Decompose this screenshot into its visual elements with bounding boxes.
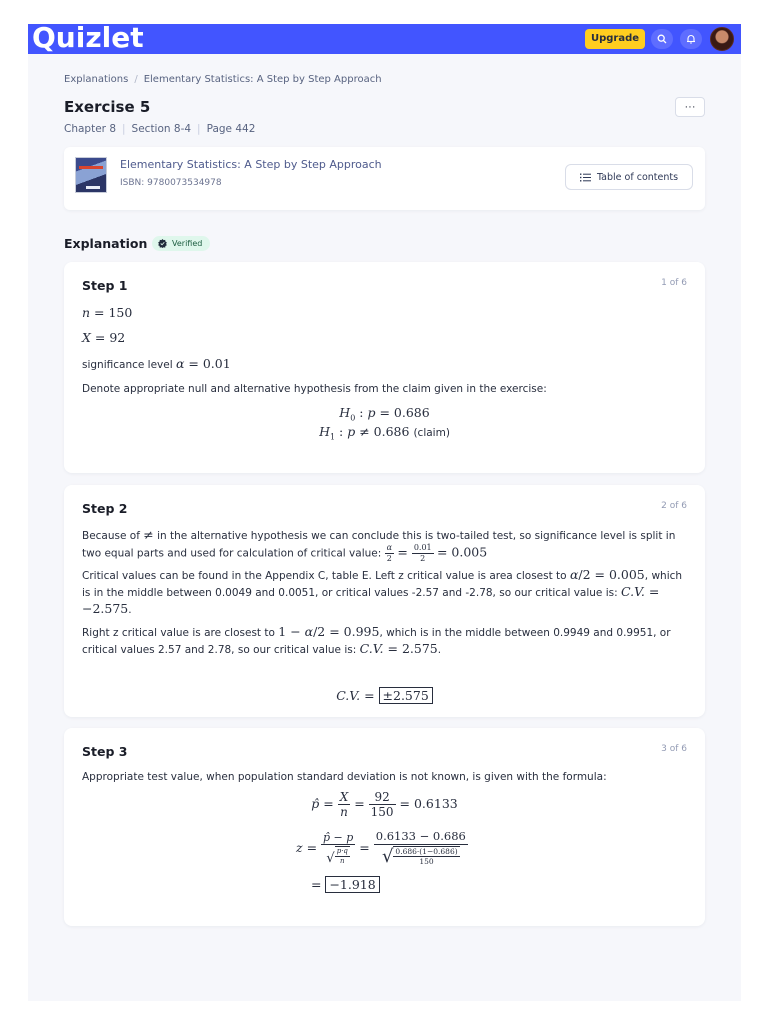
null-hypothesis: $H_0$ : p = 0.686 xyxy=(339,405,430,423)
step2-p3-text-b: which is in the middle between 0.9949 and 0.9951, or critical values 2.57 and 2.78, so our critical value is: xyxy=(82,627,671,656)
breadcrumb-separator: / xyxy=(134,74,138,85)
upgrade-button[interactable]: Upgrade xyxy=(585,29,645,49)
h1-value: 0.686 xyxy=(373,424,410,439)
step2-p2-text-b: which is in the middle between 0.0049 and 0.0051, or critical values -2.57 and -2.78, so our critical value is: xyxy=(82,570,683,599)
alpha-over-2: $\frac{\alpha}{2}$ xyxy=(386,543,393,563)
boxed-z-value: −1.918 xyxy=(325,876,379,893)
h0-value: 0.686 xyxy=(393,405,430,420)
verified-check-icon xyxy=(158,239,167,248)
claim-label: (claim) xyxy=(413,427,450,439)
user-avatar[interactable] xyxy=(710,27,734,51)
textbook-card[interactable] xyxy=(64,147,705,210)
breadcrumb xyxy=(64,74,382,85)
explanation-heading: Explanation xyxy=(64,236,148,251)
p-hat-formula: p̂ = $\frac{X}{n}$ = $\frac{92}{150}$ = 0.6133 xyxy=(311,790,458,819)
z-inner-denominator: 150 xyxy=(419,857,434,866)
page-title: Exercise 5 xyxy=(64,98,151,116)
breadcrumb-explanations-link[interactable]: Explanations xyxy=(64,74,129,85)
split-alpha-value: 0.005 xyxy=(451,544,488,560)
book-title[interactable]: Elementary Statistics: A Step by Step Approach xyxy=(120,158,382,171)
book-isbn: ISBN: 9780073534978 xyxy=(120,178,222,188)
alternative-hypothesis: $H_1$ : p ≠ 0.686 (claim) xyxy=(319,424,450,442)
step-title: Step 2 xyxy=(82,501,128,516)
more-options-button[interactable]: ··· xyxy=(675,97,705,117)
step2-paragraph-3: Right z critical value is are closest to 1 − α/2 = 0.995, which is in the middle between 0.9949 and 0.9951, or critical values 2.57 and 2.78, so our critical value is: C.V. = 2.575. xyxy=(82,624,671,656)
step1-n-line: n = 150 xyxy=(82,305,133,320)
step1-intro-text: Denote appropriate null and alternative hypothesis from the claim given in the exercise: xyxy=(82,383,547,395)
step-counter: 1 of 6 xyxy=(661,278,687,288)
exercise-location: Chapter 8 | Section 8-4 | Page 442 xyxy=(64,123,256,135)
step2-p1-text-a: Because of xyxy=(82,530,140,542)
step1-alpha-line: significance level α = 0.01 xyxy=(82,356,231,371)
step-counter: 3 of 6 xyxy=(661,744,687,754)
critical-value-result: C.V. = ±2.575 xyxy=(64,688,705,703)
step2-p1-text-b: in the alternative hypothesis we can conclude this is two-tailed test, so significance level is split in two equal parts and used for calculation of critical value: xyxy=(82,530,676,560)
list-icon xyxy=(580,173,591,182)
top-navigation-bar xyxy=(28,21,741,54)
step2-paragraph-2: Critical values can be found in the Appendix C, table E. Left z critical value is area closest to α/2 = 0.005, which is in the middle between 0.0049 and 0.0051, or critical values -2.57 and -2.78, so our critical value is: C.V. = −2.575. xyxy=(82,567,683,616)
book-cover-image[interactable] xyxy=(75,157,107,193)
left-cv-value: −2.575 xyxy=(82,601,129,616)
app-window xyxy=(28,21,741,1001)
z-inner-numerator: 0.686·(1−0.686) xyxy=(395,846,458,856)
step3-intro-text: Appropriate test value, when population standard deviation is not known, is given with the formula: xyxy=(82,771,607,783)
breadcrumb-book-link[interactable]: Elementary Statistics: A Step by Step Approach xyxy=(143,74,382,85)
x-value: 92 xyxy=(109,330,126,345)
alpha-prefix: significance level xyxy=(82,359,176,371)
bell-icon xyxy=(686,34,696,44)
verified-label: Verified xyxy=(172,239,203,248)
p-hat-denominator: 150 xyxy=(370,805,394,819)
section-label: Section 8-4 xyxy=(131,123,192,135)
step1-x-line: X = 92 xyxy=(82,330,126,345)
z-numerator: 0.6133 − 0.686 xyxy=(375,829,466,843)
p-hat-value: 0.6133 xyxy=(413,796,458,811)
step2-p2-text-a: Critical values can be found in the Appendix C, table E. Left z critical value is area closest to xyxy=(82,570,567,582)
step-card-3 xyxy=(64,728,705,926)
toc-label: Table of contents xyxy=(596,171,679,183)
alpha-fraction: $\frac{0.01}{2}$ xyxy=(413,543,432,563)
right-cv-value: 2.575 xyxy=(401,641,438,656)
z-result: = −1.918 xyxy=(311,877,380,892)
step2-paragraph-1: Because of ≠ in the alternative hypothesis we can conclude this is two-tailed test, so significance level is split in two equal parts and used for calculation of critical value: $\frac{\alpha}{2}$ = $\frac{0.01}{2}$ = 0.005 xyxy=(82,527,676,563)
step-title: Step 1 xyxy=(82,278,128,293)
step2-p3-text-a: Right z critical value is are closest to xyxy=(82,627,275,639)
chapter-label: Chapter 8 xyxy=(64,123,116,135)
verified-badge xyxy=(152,236,210,251)
alpha-value: 0.01 xyxy=(202,356,231,371)
n-value: 150 xyxy=(108,305,133,320)
step-card-2 xyxy=(64,485,705,717)
notifications-button[interactable] xyxy=(680,29,702,49)
p-hat-numerator: 92 xyxy=(369,791,396,805)
step-card-1 xyxy=(64,262,705,473)
boxed-cv-value: ±2.575 xyxy=(379,687,433,704)
search-button[interactable] xyxy=(651,29,673,49)
step-counter: 2 of 6 xyxy=(661,501,687,511)
table-of-contents-button[interactable] xyxy=(565,164,693,190)
quizlet-logo[interactable]: Quizlet xyxy=(32,21,144,54)
search-icon xyxy=(657,34,667,44)
page-label: Page 442 xyxy=(206,123,256,135)
step-title: Step 3 xyxy=(82,744,128,759)
z-formula: z = p̂ − p √ $\frac{p\cdot q}{n}$ = 0.6133 − 0.686 √ $\frac{0.686\cdot(1-0.686)}{150}$ xyxy=(296,829,466,867)
